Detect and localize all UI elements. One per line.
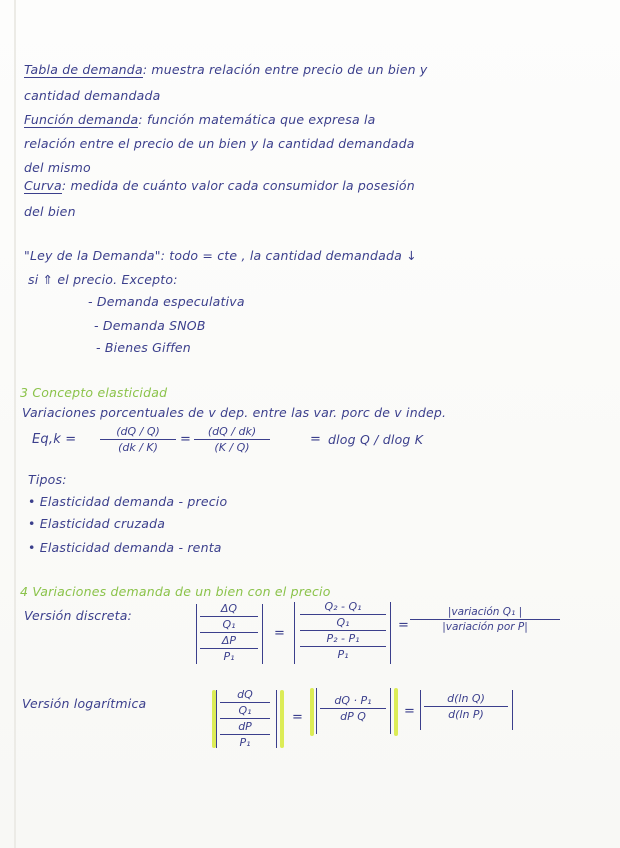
section3-line: Variaciones porcentuales de v dep. entre las var. porc de v indep. — [22, 405, 447, 420]
log-eq1: = — [292, 710, 303, 725]
fraction-main-bar — [200, 632, 258, 633]
fraction-bar — [320, 708, 386, 709]
def-tabla-line — [24, 62, 427, 77]
def-funcion-cont1: relación entre el precio de un bien y la cantidad demandada — [24, 136, 415, 151]
log-fraction-b — [320, 694, 386, 723]
fraction-bar — [194, 439, 270, 440]
logaritmica-label: Versión logarítmica — [22, 696, 147, 711]
fraction-bar — [200, 616, 258, 617]
log-a-den-top: dP — [238, 720, 252, 733]
highlight-mark — [310, 688, 314, 736]
tipo-2: • Elasticidad cruzada — [28, 516, 166, 531]
elasticity-rhs: dlog Q / dlog K — [328, 432, 424, 447]
discreta-eq2: = — [398, 618, 409, 633]
discreta-b-num-top: Q₂ - Q₁ — [324, 600, 362, 613]
discreta-fraction-a — [200, 602, 258, 663]
section3-heading: 3 Concepto elasticidad — [20, 385, 168, 400]
def-curva-term: Curva — [24, 178, 62, 193]
fraction-bar — [220, 702, 270, 703]
fraction-bar — [220, 734, 270, 735]
elasticity-f1-num: (dQ / Q) — [116, 425, 160, 438]
discreta-a-num-bot: Q₁ — [222, 618, 236, 631]
def-funcion-cont2: del mismo — [24, 160, 91, 175]
discreta-a-den-top: ΔP — [221, 634, 237, 647]
elasticity-f1-den: (dk / K) — [118, 441, 158, 454]
elasticity-eq2: = — [310, 432, 321, 447]
discreta-fraction-c — [410, 606, 560, 633]
ley-exception-1: - Demanda especulativa — [88, 294, 245, 309]
discreta-c-num: |variación Q₁ | — [447, 606, 523, 618]
ley-exception-2: - Demanda SNOB — [94, 318, 206, 333]
def-tabla-term: Tabla de demanda — [24, 62, 143, 77]
log-fraction-a — [220, 688, 270, 749]
fraction-bar — [410, 619, 560, 620]
fraction-main-bar — [300, 630, 386, 631]
fraction-bar — [300, 614, 386, 615]
tipos-label: Tipos: — [28, 472, 67, 487]
discreta-b-den-bot: P₁ — [337, 648, 349, 661]
ley-exception-3: - Bienes Giffen — [96, 340, 191, 355]
def-tabla-cont: cantidad demandada — [24, 88, 161, 103]
elasticity-fraction-1 — [100, 425, 176, 454]
fraction-bar — [300, 646, 386, 647]
abs-bar-left — [216, 690, 217, 748]
abs-bar-right — [276, 690, 277, 748]
abs-bar-right — [390, 688, 391, 734]
abs-bar-right — [512, 690, 513, 730]
def-funcion-term: Función demanda — [24, 112, 139, 127]
elasticity-lhs: Eq,k = — [32, 432, 77, 447]
elasticity-eq1: = — [180, 432, 191, 447]
highlight-mark — [394, 688, 398, 736]
abs-bar-left — [316, 688, 317, 734]
elasticity-fraction-2 — [194, 425, 270, 454]
log-a-num-bot: Q₁ — [238, 704, 252, 717]
abs-bar-left — [196, 604, 197, 664]
discreta-label: Versión discreta: — [24, 608, 132, 623]
elasticity-f2-den: (K / Q) — [214, 441, 250, 454]
def-funcion-line — [24, 112, 376, 127]
log-c-num: d(ln Q) — [447, 692, 485, 705]
log-a-num-top: dQ — [237, 688, 253, 701]
def-tabla-text: : muestra relación entre precio de un bien y — [142, 62, 428, 77]
tipo-1: • Elasticidad demanda - precio — [28, 494, 228, 509]
ley-line2: si ⇑ el precio. Excepto: — [28, 272, 178, 287]
abs-bar-left — [294, 602, 295, 664]
fraction-main-bar — [220, 718, 270, 719]
discreta-c-den: |variación por P| — [442, 621, 528, 633]
elasticity-f2-num: (dQ / dk) — [207, 425, 257, 438]
discreta-fraction-b — [300, 600, 386, 661]
abs-bar-left — [420, 690, 421, 730]
discreta-eq1: = — [274, 626, 285, 641]
abs-bar-right — [262, 604, 263, 664]
tipo-3: • Elasticidad demanda - renta — [28, 540, 222, 555]
log-b-num: dQ · P₁ — [334, 694, 372, 707]
ley-line1: "Ley de la Demanda": todo = cte , la cantidad demandada ↓ — [24, 248, 417, 263]
discreta-b-num-bot: Q₁ — [336, 616, 350, 629]
abs-bar-right — [390, 602, 391, 664]
section4-heading: 4 Variaciones demanda de un bien con el precio — [20, 584, 331, 599]
highlight-mark — [280, 690, 284, 748]
def-curva-cont: del bien — [24, 204, 76, 219]
def-funcion-text: : función matemática que expresa la — [138, 112, 376, 127]
log-c-den: d(ln P) — [448, 708, 484, 721]
discreta-a-num-top: ΔQ — [220, 602, 238, 615]
log-fraction-c — [424, 692, 508, 721]
fraction-bar — [424, 706, 508, 707]
log-a-den-bot: P₁ — [239, 736, 251, 749]
fraction-bar — [200, 648, 258, 649]
discreta-b-den-top: P₂ - P₁ — [326, 632, 360, 645]
fraction-bar — [100, 439, 176, 440]
def-curva-text: : medida de cuánto valor cada consumidor la posesión — [61, 178, 415, 193]
def-curva-line — [24, 178, 415, 193]
log-eq2: = — [404, 704, 415, 719]
log-b-den: dP Q — [340, 710, 366, 723]
page-margin-line — [14, 0, 16, 848]
discreta-a-den-bot: P₁ — [223, 650, 235, 663]
